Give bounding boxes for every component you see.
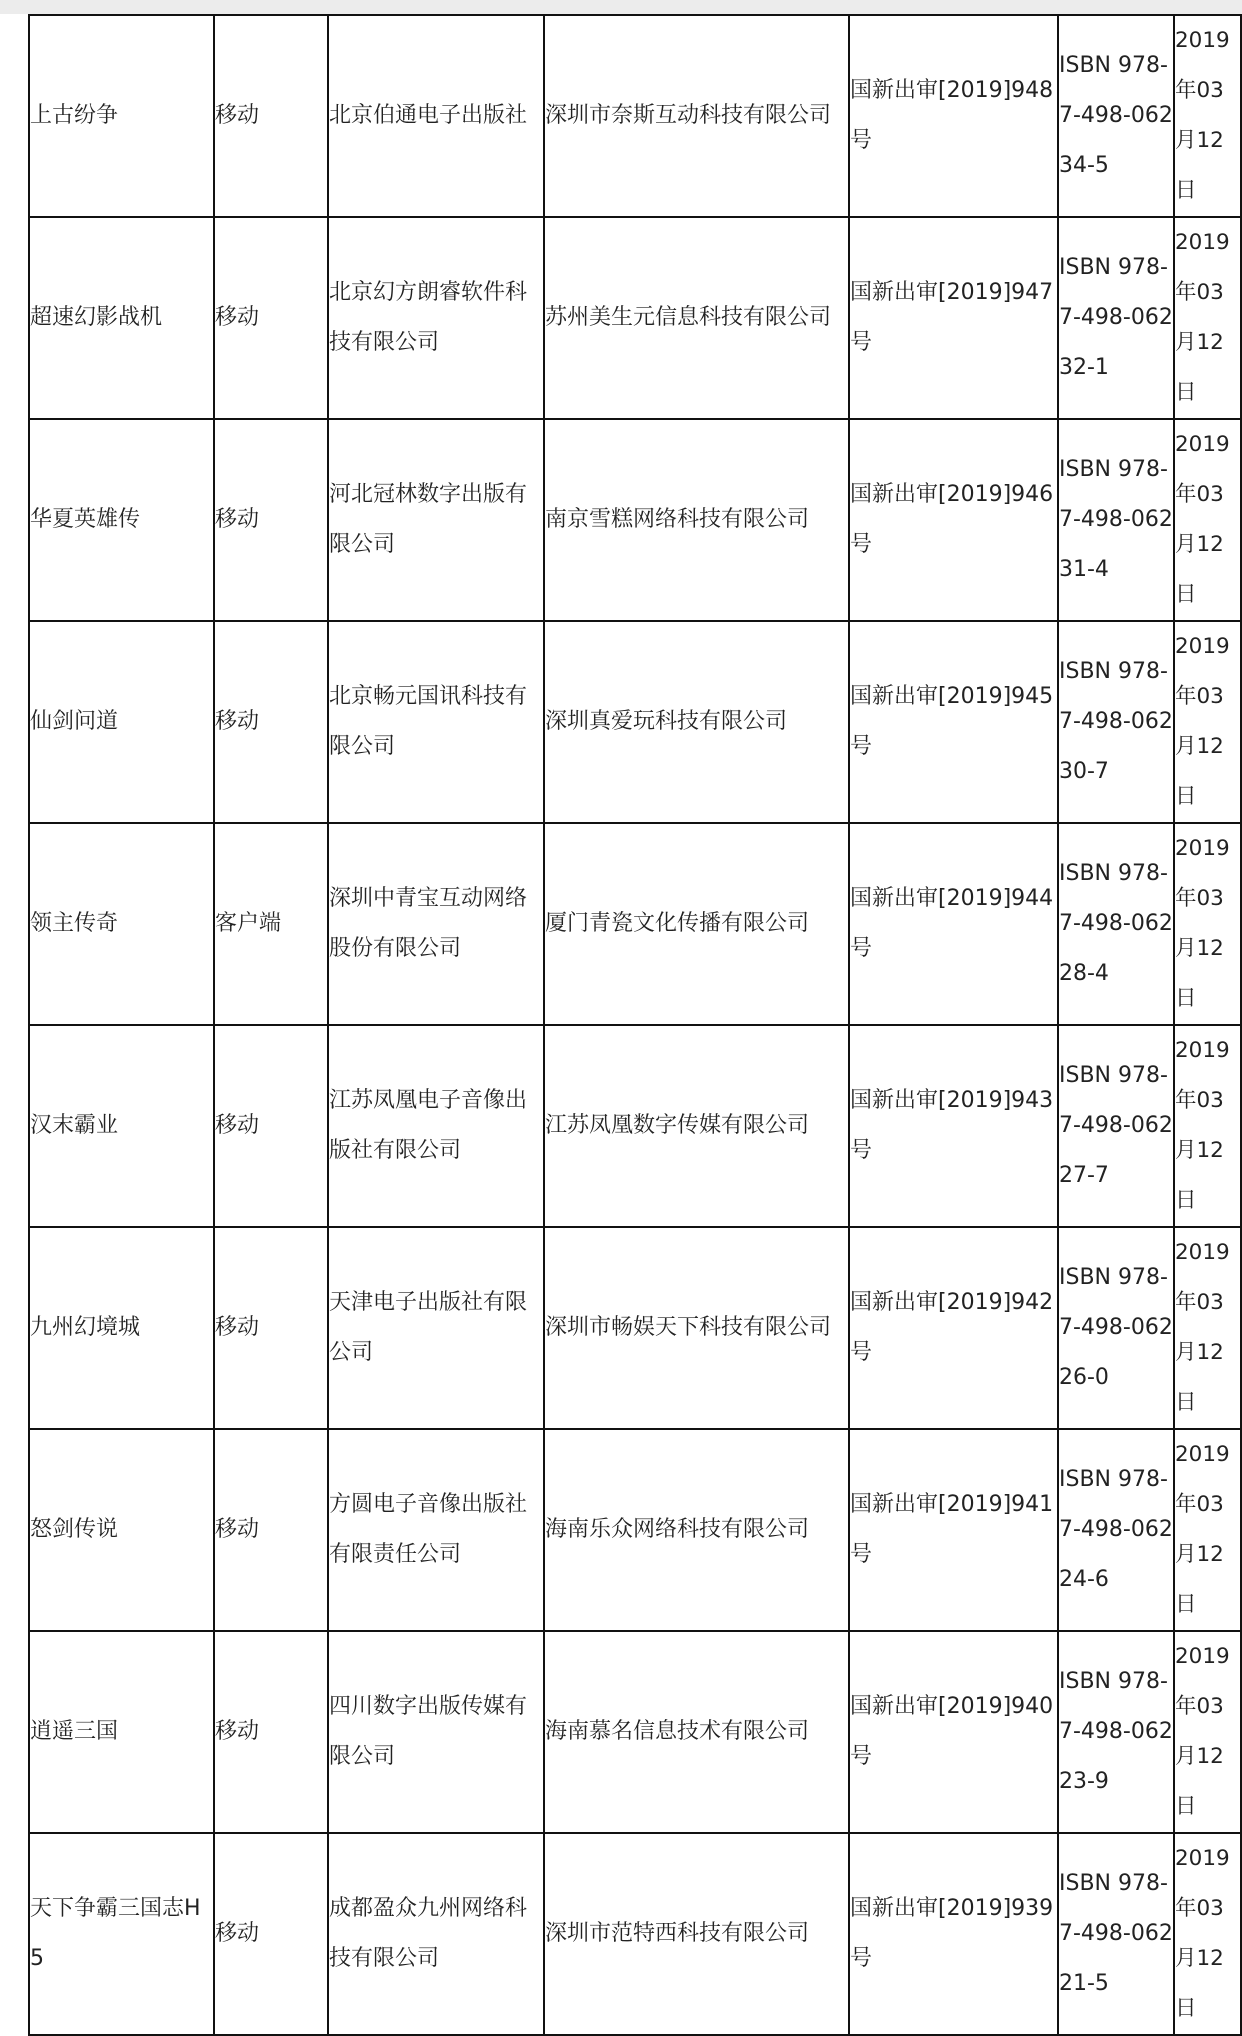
approval-number: 国新出审[2019]939号 [849,1833,1058,2035]
table-row [29,823,1241,1025]
game-type: 移动 [214,1025,328,1227]
approval-number: 国新出审[2019]943号 [849,1025,1058,1227]
game-type: 移动 [214,1227,328,1429]
publisher: 北京伯通电子出版社 [328,15,544,217]
approval-date: 2019年03月12日 [1174,1631,1241,1833]
operator: 深圳市奈斯互动科技有限公司 [544,15,849,217]
isbn: ISBN 978-7-498-06224-6 [1058,1429,1174,1631]
table-row [29,1429,1241,1631]
isbn: ISBN 978-7-498-06234-5 [1058,15,1174,217]
publisher: 江苏凤凰电子音像出版社有限公司 [328,1025,544,1227]
publisher: 天津电子出版社有限公司 [328,1227,544,1429]
game-type: 客户端 [214,823,328,1025]
top-scroll-edge [0,0,1242,14]
operator: 厦门青瓷文化传播有限公司 [544,823,849,1025]
table-row [29,419,1241,621]
game-approval-table [28,14,1242,2036]
game-name: 上古纷争 [29,15,214,217]
approval-date: 2019年03月12日 [1174,1227,1241,1429]
isbn: ISBN 978-7-498-06223-9 [1058,1631,1174,1833]
game-type: 移动 [214,419,328,621]
table-row [29,1025,1241,1227]
table-row [29,15,1241,217]
game-name: 天下争霸三国志H5 [29,1833,214,2035]
game-type: 移动 [214,217,328,419]
game-type: 移动 [214,1833,328,2035]
table-row [29,621,1241,823]
publisher: 四川数字出版传媒有限公司 [328,1631,544,1833]
approval-number: 国新出审[2019]945号 [849,621,1058,823]
game-type: 移动 [214,15,328,217]
isbn: ISBN 978-7-498-06230-7 [1058,621,1174,823]
table-row [29,1227,1241,1429]
isbn: ISBN 978-7-498-06228-4 [1058,823,1174,1025]
game-type: 移动 [214,621,328,823]
game-name: 逍遥三国 [29,1631,214,1833]
game-name: 领主传奇 [29,823,214,1025]
approval-date: 2019年03月12日 [1174,217,1241,419]
game-name: 超速幻影战机 [29,217,214,419]
approval-number: 国新出审[2019]948号 [849,15,1058,217]
isbn: ISBN 978-7-498-06231-4 [1058,419,1174,621]
approval-date: 2019年03月12日 [1174,419,1241,621]
operator: 海南乐众网络科技有限公司 [544,1429,849,1631]
operator: 深圳市范特西科技有限公司 [544,1833,849,2035]
game-name: 汉末霸业 [29,1025,214,1227]
approval-number: 国新出审[2019]942号 [849,1227,1058,1429]
table-row [29,217,1241,419]
approval-date: 2019年03月12日 [1174,823,1241,1025]
operator: 海南慕名信息技术有限公司 [544,1631,849,1833]
isbn: ISBN 978-7-498-06227-7 [1058,1025,1174,1227]
approval-number: 国新出审[2019]947号 [849,217,1058,419]
approval-number: 国新出审[2019]940号 [849,1631,1058,1833]
approval-date: 2019年03月12日 [1174,1025,1241,1227]
operator: 深圳市畅娱天下科技有限公司 [544,1227,849,1429]
game-type: 移动 [214,1631,328,1833]
game-name: 仙剑问道 [29,621,214,823]
game-name: 九州幻境城 [29,1227,214,1429]
operator: 江苏凤凰数字传媒有限公司 [544,1025,849,1227]
game-type: 移动 [214,1429,328,1631]
publisher: 方圆电子音像出版社有限责任公司 [328,1429,544,1631]
approval-date: 2019年03月12日 [1174,1833,1241,2035]
operator: 南京雪糕网络科技有限公司 [544,419,849,621]
isbn: ISBN 978-7-498-06232-1 [1058,217,1174,419]
isbn: ISBN 978-7-498-06226-0 [1058,1227,1174,1429]
approval-number: 国新出审[2019]941号 [849,1429,1058,1631]
table-row [29,1833,1241,2035]
publisher: 河北冠林数字出版有限公司 [328,419,544,621]
operator: 苏州美生元信息科技有限公司 [544,217,849,419]
isbn: ISBN 978-7-498-06221-5 [1058,1833,1174,2035]
approval-date: 2019年03月12日 [1174,1429,1241,1631]
table-row [29,1631,1241,1833]
approval-number: 国新出审[2019]946号 [849,419,1058,621]
approval-table-container [28,14,1242,2036]
approval-number: 国新出审[2019]944号 [849,823,1058,1025]
operator: 深圳真爱玩科技有限公司 [544,621,849,823]
game-name: 华夏英雄传 [29,419,214,621]
publisher: 北京畅元国讯科技有限公司 [328,621,544,823]
publisher: 成都盈众九州网络科技有限公司 [328,1833,544,2035]
approval-date: 2019年03月12日 [1174,15,1241,217]
publisher: 北京幻方朗睿软件科技有限公司 [328,217,544,419]
game-name: 怒剑传说 [29,1429,214,1631]
approval-date: 2019年03月12日 [1174,621,1241,823]
publisher: 深圳中青宝互动网络股份有限公司 [328,823,544,1025]
